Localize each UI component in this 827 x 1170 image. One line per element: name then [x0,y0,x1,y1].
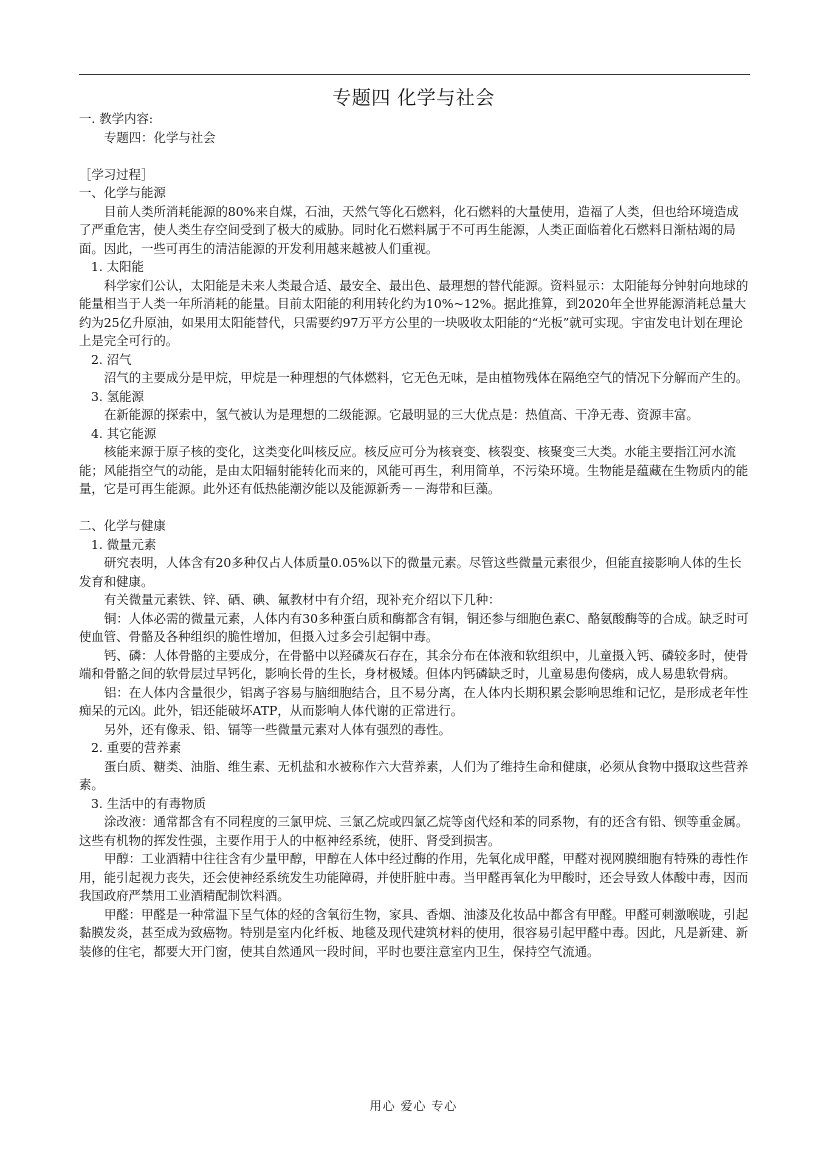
solar-label: 1. 太阳能 [91,259,144,274]
solar-text: 科学家们公认，太阳能是未来人类最合适、最安全、最出色、最理想的替代能源。资料显示：太阳能每分钟射向地球的能量相当于人类一年所消耗的能量。目前太阳能的利用转化约为10%~12%。据此推算，到2020年全世界能源消耗总量大约为25亿升原油，如果用太阳能替代，只需要约97万平方公里的一块吸收太阳能的“光板”就可实现。宇宙发电计划在理论上是完全可行的。 [79,277,749,348]
intro-topic: 专题四：化学与社会 [104,129,216,145]
formaldehyde-text: 甲醛：甲醛是一种常温下呈气体的烃的含氧衍生物，家具、香烟、油漆及化妆品中都含有甲醛。甲醛可刺激喉咙，引起黏膜发炎，甚至成为致癌物。特别是室内化纤板、地毯及现代建筑材料的使用，很容易引起甲醛中毒。因此，凡是新建、新装修的住宅，都要大开门窗，使其自然通风一段时间，平时也要注意室内卫生，保持空气流通。 [79,906,749,959]
section1-paragraph: 目前人类所消耗能源的80%来自煤，石油，天然气等化石燃料，化石燃料的大量使用，造福了人类，但也给环境造成了严重危害，使人类生存空间受到了极大的威胁。同时化石燃料属于不可再生能源，人类正面临着化石燃料日渐枯竭的局面。因此，一些可再生的清洁能源的开发利用越来越被人们重视。 [79,203,739,256]
copper-text: 铜：人体必需的微量元素，人体内有30多种蛋白质和酶都含有铜，铜还参与细胞色素C、酪氨酸酶等的合成。缺乏时可使血管、骨骼及各种组织的脆性增加，但摄入过多会引起铜中毒。 [79,610,749,644]
toxic-substances-label: 3. 生活中的有毒物质 [91,795,206,811]
section2-heading: 二、化学与健康 [79,518,166,533]
spacer [79,499,750,518]
nutrients-text: 蛋白质、糖类、油脂、维生素、无机盐和水被称作六大营养素，人们为了维持生命和健康，必须从食物中摄取这些营养素。 [79,758,749,792]
process-label: ［学习过程］ [79,166,154,182]
calcium-text: 钙、磷：人体骨骼的主要成分，在骨骼中以羟磷灰石存在，其余分布在体液和软组织中，儿童摄入钙、磷较多时，使骨端和骨骼之间的软骨层过早钙化，影响长骨的生长，身材极矮。但体内钙磷缺乏时，儿童易患佝偻病，成人易患软骨病。 [79,647,749,681]
biogas-label: 2. 沼气 [91,351,132,367]
nutrients-label: 2. 重要的营养素 [91,740,182,755]
other-energy-label: 4. 其它能源 [91,425,157,441]
hydrogen-text: 在新能源的探索中，氢气被认为是理想的二级能源。它最明显的三大优点是：热值高、干净无毒、资源丰富。 [104,407,699,422]
other-energy-text: 核能来源于原子核的变化，这类变化叫核反应。核反应可分为核衰变、核裂变、核聚变三大类。水能主要指江河水流能；风能指空气的动能，是由太阳辐射能转化而来的，风能可再生，利用简单，不污染环境。生物能是蕴藏在生物质内的能量，它是可再生能源。此外还有低热能潮汐能以及能源新秀－－海带和巨藻。 [79,444,749,496]
correction-fluid-text: 涂改液：通常都含有不同程度的三氯甲烷、三氯乙烷或四氯乙烷等卤代烃和苯的同系物，有的还含有铅、钡等重金属。这些有机物的挥发性强，主要作用于人的中枢神经系统，使肝、肾受到损害。 [79,814,749,848]
trace-elements-para2: 有关微量元素铁、锌、硒、碘、氟教材中有介绍，现补充介绍以下几种： [104,592,501,607]
trace-elements-para1: 研究表明，人体含有20多种仅占人体质量0.05%以下的微量元素。尽管这些微量元素很少，但能直接影响人体的生长发育和健康。 [79,555,742,589]
hydrogen-label: 3. 氢能源 [91,388,144,404]
page-title: 专题四 化学与社会 [332,87,495,109]
aluminum-text: 铝：在人体内含量很少，铝离子容易与脑细胞结合，且不易分离，在人体内长期积累会影响思维和记忆，是形成老年性痴呆的元凶。此外，铝还能破坏ATP，从而影响人体代谢的正常进行。 [79,684,749,718]
toxic-elements-text: 另外，还有像汞、铅、镉等一些微量元素对人体有强烈的毒性。 [104,721,451,737]
header-rule [79,74,750,75]
page-footer: 用心 爱心 专心 [369,1099,458,1113]
trace-elements-label: 1. 微量元素 [91,536,157,552]
document-body [79,110,750,961]
section1-heading: 一、化学与能源 [79,185,166,200]
intro-label: 一. 教学内容: [79,111,154,126]
methanol-text: 甲醇：工业酒精中往往含有少量甲醇，甲醇在人体中经过酶的作用，先氧化成甲醛，甲醛对视网膜细胞有特殊的毒性作用，能引起视力丧失，还会使神经系统发生功能障碍，并使肝脏中毒。当甲醛再氧化为甲酸时，还会导致人体酸中毒，因而我国政府严禁用工业酒精配制饮料酒。 [79,851,749,903]
spacer [79,147,750,166]
biogas-text: 沼气的主要成分是甲烷，甲烷是一种理想的气体燃料，它无色无味，是由植物残体在隔绝空气的情况下分解而产生的。 [104,370,749,385]
